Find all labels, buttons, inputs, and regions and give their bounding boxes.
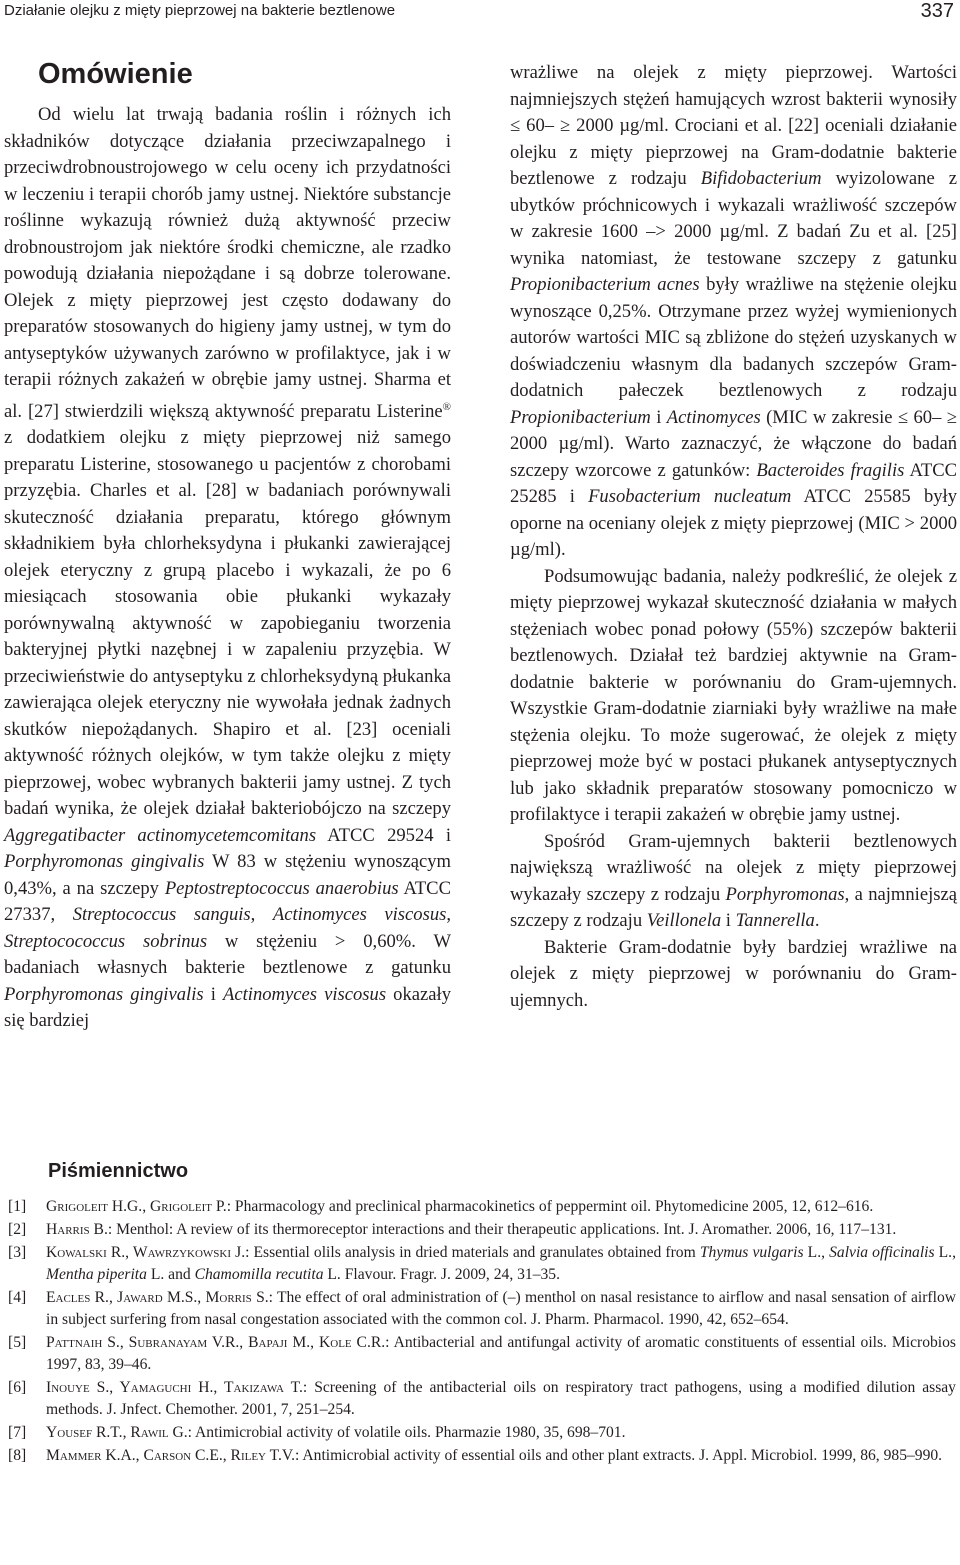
text-run: Podsumowując badania, należy podkreślić, że olejek z mięty pieprzowej wykazał skuteczność działania w małych stężeniach wobec ponad połowy (55%) szczepów bakterii beztlenowych. Działał też bardziej aktywnie na Gram-dodatnie bakterie w porównaniu do Gram-ujemnych. Wszystkie Gram-dodatnie ziarniaki były wrażliwe na małe stężenia olejku. To może sugerować, że olejek z mięty pieprzowej może być w postaci płukanek antyseptycznych lub jako składnik preparatów stosowany pomocniczo w profilaktyce i terapii zakażeń w obrębie jamy ustnej. (510, 565, 957, 825)
reference-item (8, 1445, 956, 1467)
paragraph (4, 102, 451, 1035)
italic-term: Fusobacterium nucleatum (588, 486, 792, 507)
text-run: ATCC 27337, (4, 877, 451, 926)
italic-term: Aggregatibacter actinomycetemcomitans (4, 824, 317, 846)
reference-number: [4] (8, 1289, 27, 1306)
text-run: wrażliwe na olejek z mięty pieprzowej. Wartości najmniejszych stężeń hamujących wzrost bakterii wynosiły ≤ 60– ≥ 2000 µg/ml. Crociani et al. [22] oceniali działanie olejku z mięty pieprzowej na Gram-dodatnie bakterie beztlenowe z rodzaju (510, 62, 957, 189)
authors: Mammer K.A., Carson C.E., Riley T.V. (46, 1447, 296, 1464)
italic-term: Actinomyces viscosus (223, 983, 387, 1005)
text-run: , (446, 904, 452, 926)
running-header (4, 0, 954, 26)
reference-number: [2] (8, 1221, 27, 1238)
italic-term: Salvia officinalis (829, 1244, 935, 1261)
italic-term: Porphyromonas gingivalis (4, 851, 205, 873)
italic-term: Mentha piperita (46, 1266, 147, 1283)
italic-term: Propionibacterium (510, 406, 651, 428)
reference-item (8, 1287, 956, 1331)
authors: Kowalski R., Wawrzykowski J. (46, 1244, 246, 1261)
authors: Harris B. (46, 1221, 108, 1238)
reference-item (8, 1196, 956, 1218)
italic-term: Peptostreptococcus anaerobius (164, 877, 399, 899)
authors: Grigoleit H.G., Grigoleit P. (46, 1198, 227, 1215)
reference-number: [6] (8, 1379, 27, 1396)
reference-item (8, 1422, 956, 1444)
italic-term: Veillonela (646, 910, 722, 931)
text-run: Bakterie Gram-dodatnie były bardziej wrażliwe na olejek z mięty pieprzowej w porównaniu do Gram-ujemnych. (510, 936, 957, 1011)
text-run: w stężeniu > 0,60%. W badaniach własnych bakterie beztlenowe z gatunku (4, 930, 451, 979)
text-run: Spośród Gram-ujemnych bakterii beztlenowych największą wrażliwość na olejek z mięty pieprzowej wykazały szczepy z rodzaju (510, 830, 957, 905)
text-run: L., (803, 1244, 830, 1261)
reference-number: [5] (8, 1334, 27, 1351)
text-run: i (650, 406, 667, 428)
text-run: były wrażliwe na stężenie olejku wynoszące 0,25%. Otrzymane przez wyżej wymienionych autorów wartości MIC są zbliżone do stężeń uzyskanych w doświadczeniu własnym dla badanych szczepów Gram-dodatnich pałeczek beztlenowych z rodzaju (510, 274, 957, 401)
italic-term: Thymus vulgaris (699, 1244, 804, 1261)
section-heading: Omówienie (38, 58, 193, 90)
paragraph (510, 564, 957, 829)
authors: Pattnaih S., Subranayam V.R., Bapaji M., Kole C.R. (46, 1334, 386, 1351)
italic-term: Porphyromonas gingivalis (4, 983, 204, 1005)
running-title: Działanie olejku z mięty pieprzowej na bakterie beztlenowe (4, 2, 396, 19)
text-run: : Screening of the antibacterial oils on respiratory tract pathogens, using a modified dilution assay methods. J. Jnfect. Chemother. 2001, 7, 251–254. (46, 1379, 956, 1418)
text-run: (MIC w zakresie ≤ 60– ≥ 2000 µg/ml). Warto zaznaczyć, że włączone do badań szczepy wzorcowe z gatunków: (510, 406, 957, 481)
text-run: i (203, 983, 223, 1005)
italic-term: Tannerella (735, 910, 815, 931)
left-column (4, 56, 451, 1035)
reference-item (8, 1219, 956, 1241)
italic-term: Streptocococcus sobrinus (4, 930, 208, 952)
text-run: L. and (146, 1266, 195, 1283)
text-run: okazały się bardziej (4, 983, 451, 1032)
text-run: wyizolowane z ubytków próchnicowych i wykazali wrażliwość szczepów w zakresie 1600 –> 2000 µg/ml. Z badań Zu et al. [25] wynika natomiast, że testowane szczepy z gatunku (510, 168, 957, 269)
text-run: ® (442, 400, 451, 413)
text-run: ATCC 25585 były oporne na oceniany olejek z mięty pieprzowej (MIC > 2000 µg/ml). (510, 486, 957, 560)
text-run: : Menthol: A review of its thermoreceptor interactions and their therapeutic applications. Int. J. Aromather. 2006, 16, 117–131. (107, 1221, 897, 1238)
text-run: i (721, 910, 736, 931)
right-column (510, 60, 957, 1014)
italic-term: Streptococcus sanguis (72, 904, 251, 926)
reference-number: [8] (8, 1447, 27, 1464)
text-run: L. Flavour. Fragr. J. 2009, 24, 31–35. (323, 1266, 561, 1283)
references-heading: Piśmiennictwo (48, 1160, 189, 1182)
reference-number: [3] (8, 1244, 27, 1261)
text-run: . (814, 910, 820, 931)
reference-item (8, 1242, 956, 1286)
italic-term: Bacteroides fragilis (756, 459, 905, 481)
text-run: W 83 w stężeniu wynoszącym 0,43%, a na szczepy (4, 851, 452, 899)
text-run: , (250, 904, 273, 926)
italic-term: Bifidobacterium (700, 168, 822, 189)
reference-item (8, 1332, 956, 1376)
reference-number: [1] (8, 1198, 27, 1215)
italic-term: Porphyromonas (725, 883, 845, 905)
text-run: : Antimicrobial activity of essential oils and other plant extracts. J. Appl. Microbiol. 1999, 86, 985–990. (295, 1447, 943, 1464)
text-run: , a najmniejszą szczepy z rodzaju (510, 883, 957, 931)
paragraph (510, 60, 957, 564)
authors: Yousef R.T., Rawil G. (46, 1424, 188, 1441)
italic-term: Chamomilla recutita (194, 1266, 324, 1283)
text-run: : Antimicrobial activity of volatile oils. Pharmazie 1980, 35, 698–701. (187, 1424, 626, 1441)
paragraph (510, 935, 957, 1015)
italic-term: Actinomyces viscosus (272, 904, 447, 926)
text-run: : The effect of oral administration of (–) menthol on nasal resistance to airflow and nasal sensation of airflow in subject surfering from nasal congestation associated with the common col. J. Pharm. Pharmacol. 1990, 42, 652–654. (46, 1289, 957, 1328)
authors: Eacles R., Jaward M.S., Morris S. (46, 1289, 269, 1306)
text-run: : Essential olils analysis in dried materials and granulates obtained from (245, 1244, 700, 1261)
text-run: ATCC 25285 i (510, 459, 957, 507)
text-run: z dodatkiem olejku z mięty pieprzowej niż samego preparatu Listerine, stosowanego u pacjentów z chorobami przyzębia. Charles et al. [28] w badaniach porównywali skuteczność działania preparatu, którego głównym składnikiem była chlorheksydyna i płukanki zawierającej olejek eteryczny z grupą placebo i wykazali, że po 6 miesiącach stosowania obie płukanki wykazały porównywalną aktywność w zapobieganiu tworzenia bakteryjnej płytki nazębnej i w zapaleniu przyzębia. W przeciwieństwie do antyseptyku z chlorheksydyną płukanka zawierająca olejek eteryczny nie wywołała jednak żadnych skutków niepożądanych. Shapiro et al. [23] oceniali aktywność różnych olejków, w tym także olejku z mięty pieprzowej, wobec wybranych bakterii jamy ustnej. Z tych badań wynika, że olejek działał bakteriobójczo na szczepy (4, 427, 451, 820)
reference-number: [7] (8, 1424, 27, 1441)
text-run: : Pharmacology and preclinical pharmacokinetics of peppermint oil. Phytomedicine 2005, 12, 612–616. (226, 1198, 874, 1215)
authors: Inouye S., Yamaguchi H., Takizawa T. (46, 1379, 303, 1396)
text-run: Od wielu lat trwają badania roślin i różnych ich składników dotyczące działania przeciwzapalnego i przeciwdrobnoustrojowego w celu oceny ich przydatności w leczeniu i terapii chorób jamy ustnej. Niektóre substancje roślinne wykazują również dużą aktywność przeciw drobnoustrojom jak niektóre środki chemiczne, ale rzadko powodują działania niepożądane i są dobrze tolerowane. Olejek z mięty pieprzowej jest często dodawany do preparatów stosowanych do higieny jamy ustnej, w tym do antyseptyków używanych zarówno w profilaktyce, jak i w terapii różnych zakażeń w obrębie jamy ustnej. Sharma et al. [27] stwierdzili większą aktywność preparatu Listerine (4, 104, 451, 422)
text-run: : Antibacterial and antifungal activity of aromatic constituents of essential oils. Microbios 1997, 83, 39–46. (46, 1334, 956, 1373)
italic-term: Propionibacterium acnes (510, 274, 700, 295)
paragraph (510, 829, 957, 935)
italic-term: Actinomyces (666, 406, 761, 428)
page-number: 337 (920, 0, 954, 22)
reference-item (8, 1377, 956, 1421)
references-list (8, 1196, 956, 1468)
text-run: L., (934, 1244, 956, 1261)
text-run: ATCC 29524 i (316, 824, 451, 846)
